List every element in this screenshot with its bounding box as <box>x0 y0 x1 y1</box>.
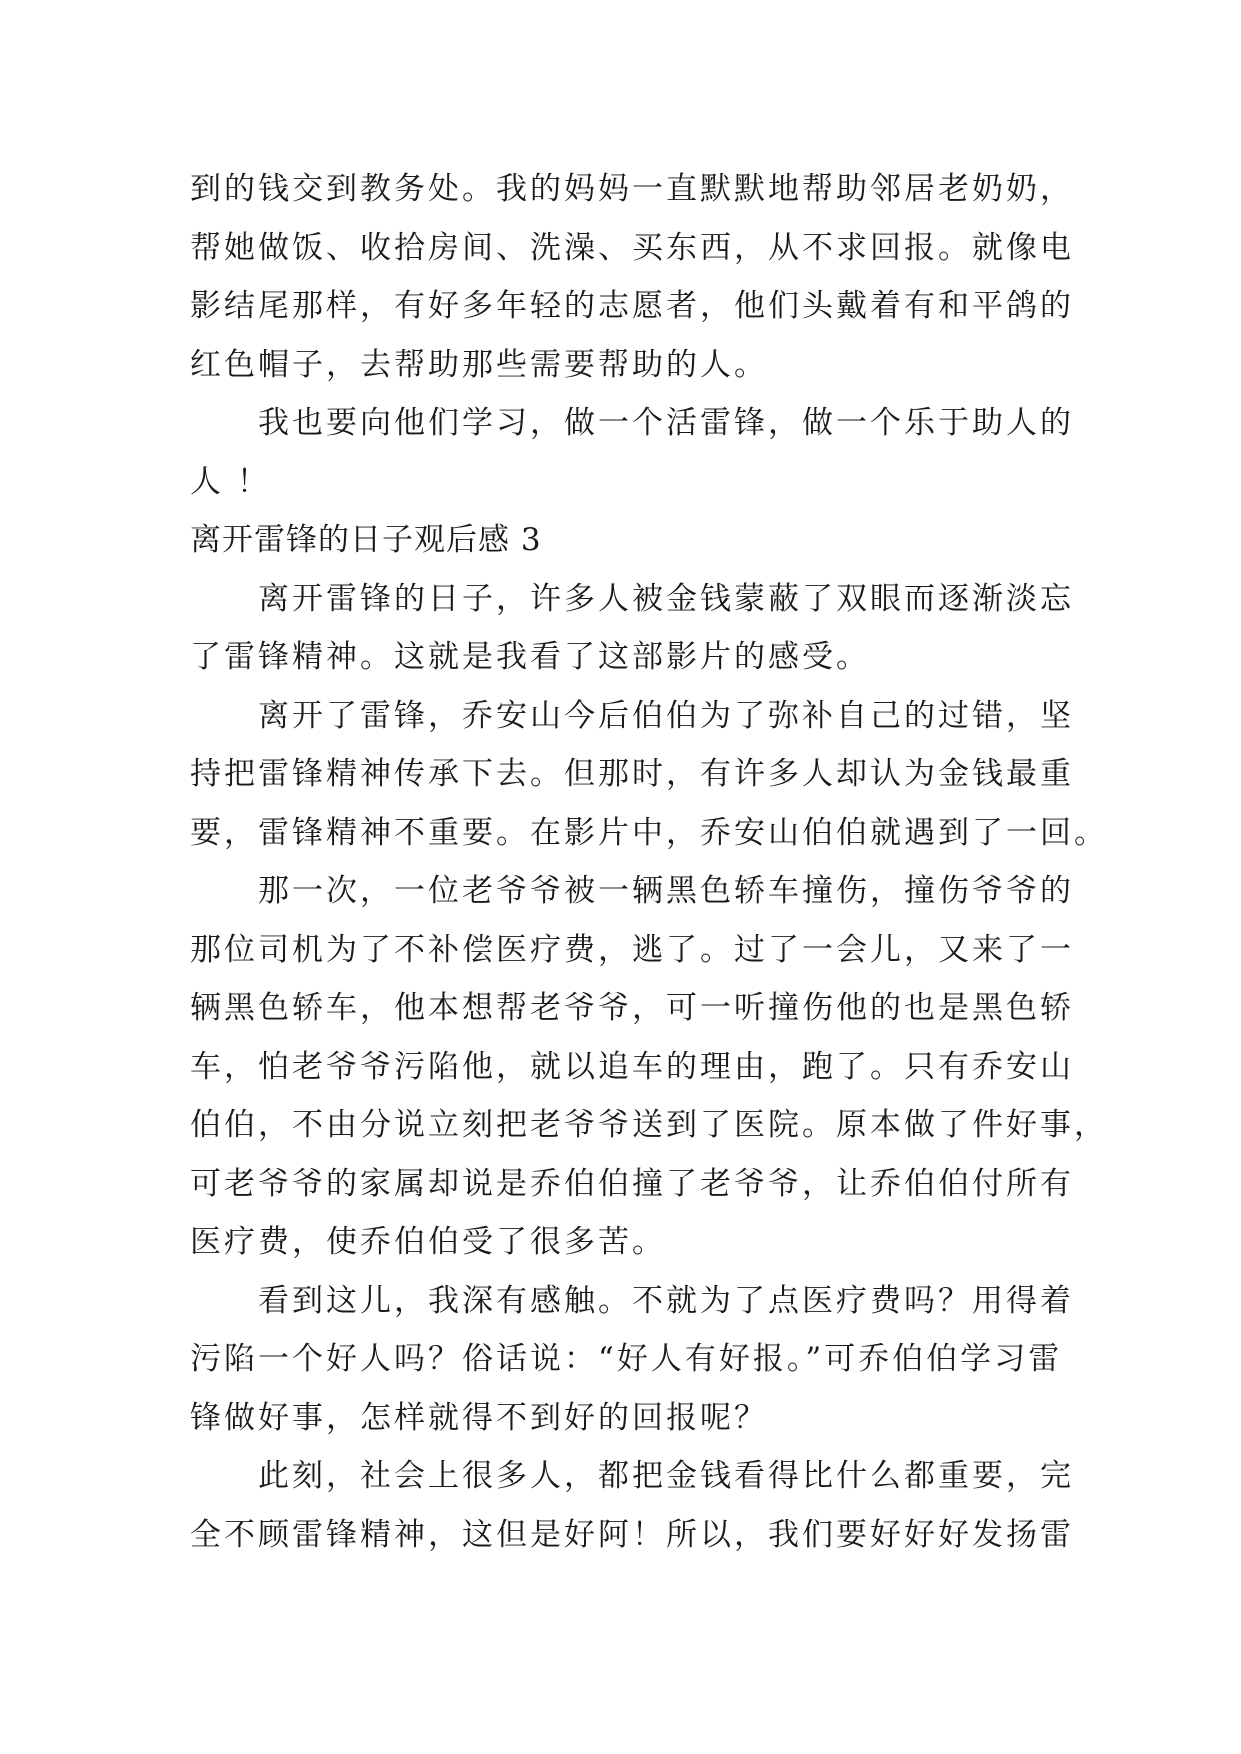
text-line: 要，雷锋精神不重要。在影片中，乔安山伯伯就遇到了一回。 <box>190 814 1108 851</box>
text-line: 离开雷锋的日子，许多人被金钱蒙蔽了双眼而逐渐淡忘 <box>258 580 1074 617</box>
text-line: 医疗费，使乔伯伯受了很多苦。 <box>190 1224 666 1260</box>
text-line: 到的钱交到教务处。我的妈妈一直默默地帮助邻居老奶奶， <box>190 171 1074 207</box>
text-line: 那一次，一位老爷爷被一辆黑色轿车撞伤，撞伤爷爷的 <box>258 873 1074 909</box>
text-line: 全不顾雷锋精神，这但是好阿！所以，我们要好好好发扬雷 <box>190 1516 1074 1553</box>
text-line: 辆黑色轿车，他本想帮老爷爷，可一听撞伤他的也是黑色轿 <box>190 990 1074 1026</box>
text-line: 帮她做饭、收拾房间、洗澡、买东西，从不求回报。就像电 <box>190 229 1074 266</box>
text-line: 污陷一个好人吗？俗话说：“好人有好报。”可乔伯伯学习雷 <box>190 1341 1063 1377</box>
text-line: 离开了雷锋，乔安山今后伯伯为了弥补自己的过错，坚 <box>258 697 1074 734</box>
text-line: 我也要向他们学习，做一个活雷锋，做一个乐于助人的 <box>258 405 1074 441</box>
text-line: 影结尾那样，有好多年轻的志愿者，他们头戴着有和平鸽的 <box>190 288 1074 324</box>
text-line: 车，怕老爷爷污陷他，就以追车的理由，跑了。只有乔安山 <box>190 1048 1074 1085</box>
text-line: 人 ！ <box>190 463 271 500</box>
section-heading: 离开雷锋的日子观后感 3 <box>190 522 542 558</box>
text-line: 此刻，社会上很多人，都把金钱看得比什么都重要，完 <box>258 1458 1074 1494</box>
text-line: 红色帽子，去帮助那些需要帮助的人。 <box>190 346 768 383</box>
text-line: 持把雷锋精神传承下去。但那时，有许多人却认为金钱最重 <box>190 756 1074 792</box>
text-line: 看到这儿，我深有感触。不就为了点医疗费吗？用得着 <box>258 1282 1074 1319</box>
text-line: 可老爷爷的家属却说是乔伯伯撞了老爷爷，让乔伯伯付所有 <box>190 1165 1074 1202</box>
text-line: 了雷锋精神。这就是我看了这部影片的感受。 <box>190 639 870 675</box>
document-body <box>190 160 1108 1564</box>
text-line: 伯伯，不由分说立刻把老爷爷送到了医院。原本做了件好事， <box>190 1107 1108 1143</box>
text-line: 那位司机为了不补偿医疗费，逃了。过了一会儿，又来了一 <box>190 931 1074 968</box>
text-line: 锋做好事，怎样就得不到好的回报呢？ <box>190 1399 768 1436</box>
